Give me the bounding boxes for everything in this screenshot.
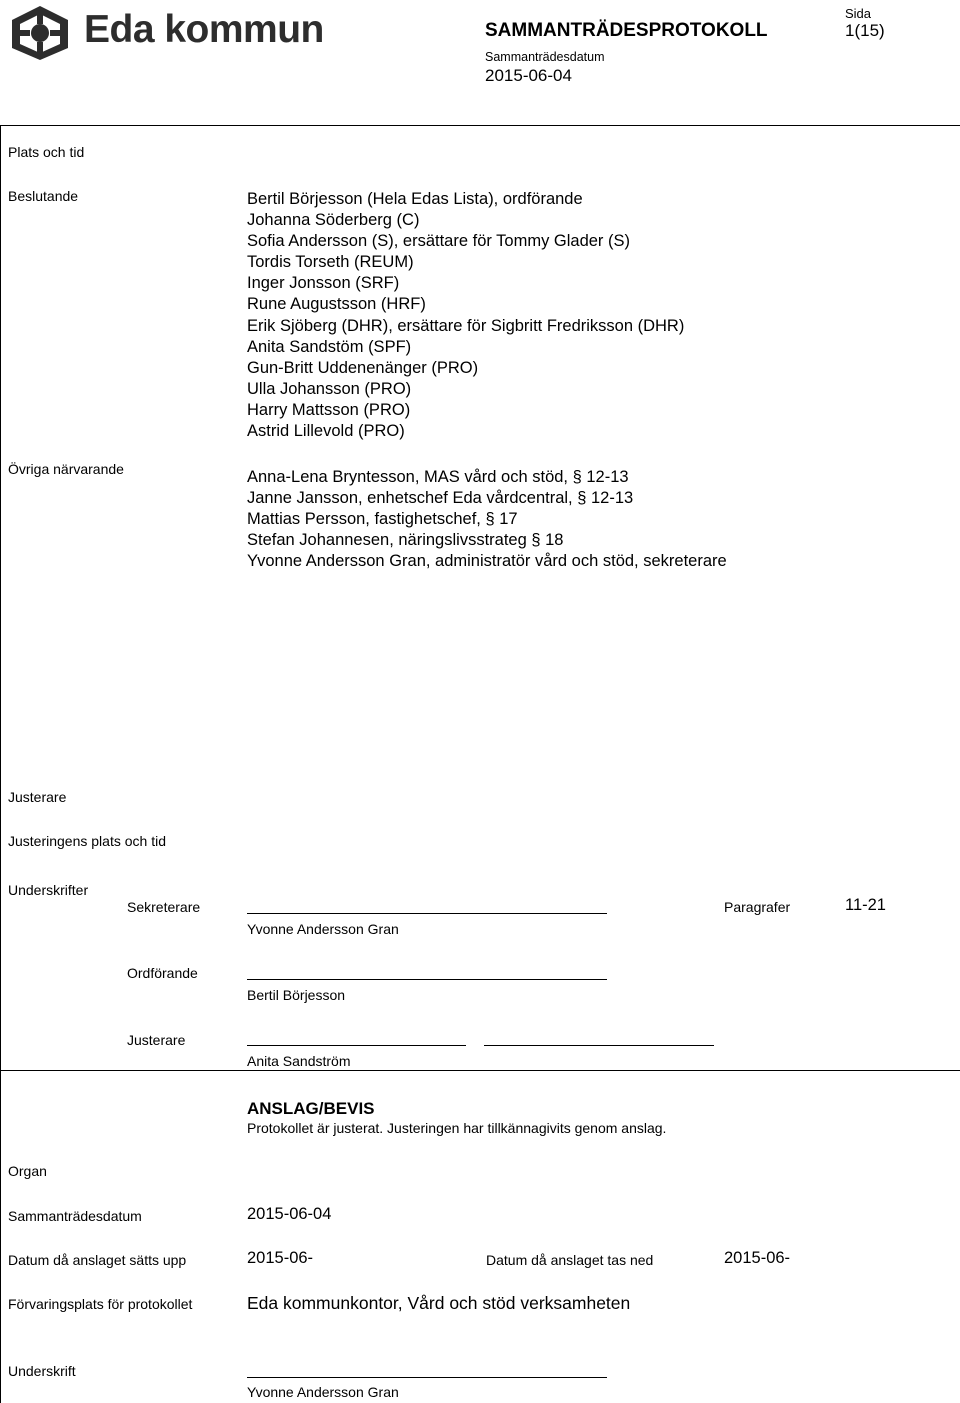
left-border-lower bbox=[0, 1070, 1, 1403]
list-item: Yvonne Andersson Gran, administratör vård och stöd, sekreterare bbox=[247, 552, 727, 571]
doc-type: SAMMANTRÄDESPROTOKOLL bbox=[485, 20, 768, 41]
forvaring-value: Eda kommunkontor, Vård och stöd verksamheten bbox=[247, 1293, 631, 1313]
list-item: Inger Jonsson (SRF) bbox=[247, 274, 400, 293]
justerare-sig-label: Justerare bbox=[127, 1032, 186, 1048]
paragrafer-value: 11-21 bbox=[845, 896, 886, 914]
justerare-name: Anita Sandström bbox=[247, 1053, 351, 1069]
underskrift-label: Underskrift bbox=[8, 1363, 76, 1379]
justerare-label: Justerare bbox=[8, 789, 67, 805]
justering-label: Justeringens plats och tid bbox=[8, 833, 166, 849]
logo bbox=[8, 4, 324, 64]
ordforande-signature-line bbox=[247, 979, 607, 980]
list-item: Stefan Johannesen, näringslivsstrateg § 18 bbox=[247, 531, 564, 550]
justerare-signature-line-2 bbox=[484, 1045, 714, 1046]
ordforande-name: Bertil Börjesson bbox=[247, 987, 346, 1003]
sekreterare-signature-line bbox=[247, 913, 607, 914]
underskrift-signature-line bbox=[247, 1377, 607, 1378]
forvaring-label: Förvaringsplats för protokollet bbox=[8, 1296, 193, 1312]
municipality-crest-icon bbox=[8, 4, 72, 62]
page-label: Sida bbox=[845, 6, 872, 21]
sekreterare-name: Yvonne Andersson Gran bbox=[247, 921, 399, 937]
list-item: Erik Sjöberg (DHR), ersättare för Sigbritt Fredriksson (DHR) bbox=[247, 316, 685, 335]
beslutande-label: Beslutande bbox=[8, 188, 79, 204]
left-border-upper bbox=[0, 125, 1, 1070]
section-divider bbox=[0, 1070, 960, 1071]
list-item: Sofia Andersson (S), ersättare för Tommy Glader (S) bbox=[247, 232, 631, 251]
sekreterare-label: Sekreterare bbox=[127, 899, 201, 915]
list-item: Gun-Britt Uddenenänger (PRO) bbox=[247, 358, 479, 377]
list-item: Astrid Lillevold (PRO) bbox=[247, 422, 405, 441]
list-item: Anita Sandstöm (SPF) bbox=[247, 337, 412, 356]
list-item: Harry Mattsson (PRO) bbox=[247, 400, 411, 419]
list-item: Bertil Börjesson (Hela Edas Lista), ordförande bbox=[247, 190, 583, 208]
ovriga-label: Övriga närvarande bbox=[8, 461, 124, 477]
org-name: Eda kommun bbox=[84, 8, 324, 51]
sammantradesdatum-value: 2015-06-04 bbox=[247, 1205, 332, 1223]
header-date: 2015-06-04 bbox=[485, 66, 572, 85]
anslag-ned-label: Datum då anslaget tas ned bbox=[486, 1252, 654, 1268]
date-label: Sammanträdesdatum bbox=[485, 50, 605, 64]
anslag-upp-value: 2015-06- bbox=[247, 1249, 314, 1267]
ovriga-list bbox=[247, 467, 727, 572]
anslag-upp-label: Datum då anslaget sätts upp bbox=[8, 1252, 187, 1268]
underskrifter-label: Underskrifter bbox=[8, 882, 89, 898]
beslutande-list bbox=[247, 189, 684, 442]
list-item: Rune Augustsson (HRF) bbox=[247, 295, 426, 314]
list-item: Janne Jansson, enhetschef Eda vårdcentral, § 12-13 bbox=[247, 489, 634, 508]
sammantradesdatum-label: Sammanträdesdatum bbox=[8, 1208, 142, 1224]
list-item: Anna-Lena Bryntesson, MAS vård och stöd, § 12-13 bbox=[247, 468, 629, 486]
anslag-title: ANSLAG/BEVIS bbox=[247, 1099, 375, 1118]
top-divider bbox=[0, 125, 960, 126]
organ-label: Organ bbox=[8, 1163, 47, 1179]
list-item: Tordis Torseth (REUM) bbox=[247, 253, 414, 272]
paragrafer-label: Paragrafer bbox=[724, 899, 791, 915]
page-number: 1(15) bbox=[845, 21, 885, 40]
list-item: Mattias Persson, fastighetschef, § 17 bbox=[247, 510, 518, 529]
underskrift-name: Yvonne Andersson Gran bbox=[247, 1384, 399, 1400]
list-item: Johanna Söderberg (C) bbox=[247, 211, 420, 230]
list-item: Ulla Johansson (PRO) bbox=[247, 379, 412, 398]
ordforande-label: Ordförande bbox=[127, 965, 198, 981]
plats-label: Plats och tid bbox=[8, 144, 85, 160]
justerare-signature-line-1 bbox=[247, 1045, 466, 1046]
anslag-ned-value: 2015-06- bbox=[724, 1249, 791, 1267]
anslag-text: Protokollet är justerat. Justeringen har tillkännagivits genom anslag. bbox=[247, 1120, 667, 1136]
